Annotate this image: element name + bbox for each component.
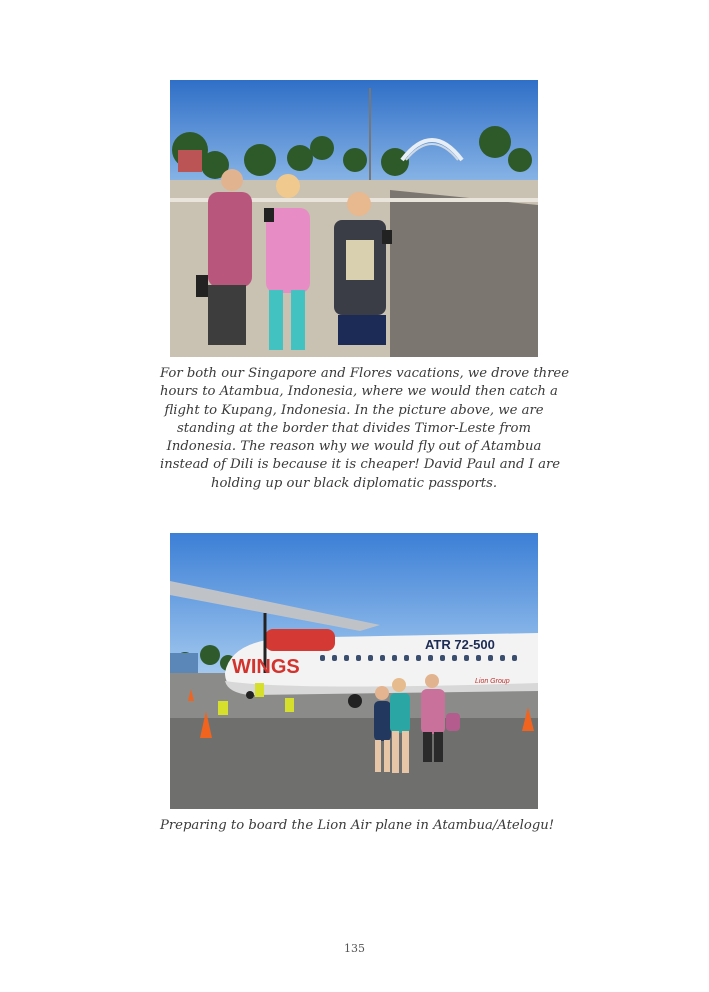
caption-line: Indonesia. The reason why we would fly out of Atambua [166, 439, 542, 455]
caption-line: flight to Kupang, Indonesia. In the picture above, we are [164, 402, 544, 418]
page-number: 135 [344, 942, 365, 955]
airplane-image [170, 533, 538, 809]
caption-line: holding up our black diplomatic passports. [210, 475, 498, 491]
caption-line: Preparing to board the Lion Air plane in Atambua/Atelogu! [160, 818, 555, 833]
caption-line: instead of Dili is because it is cheaper! David Paul and I are [160, 457, 561, 473]
border-crossing-photo [170, 80, 538, 357]
airplane-photo-caption [160, 817, 555, 835]
aircraft-model-text: ATR 72-500 [425, 637, 495, 652]
airplane-photo [170, 533, 538, 809]
caption-line: hours to Atambua, Indonesia, where we would then catch a [160, 384, 558, 400]
border-crossing-image [170, 80, 538, 357]
border-photo-caption [160, 365, 570, 493]
caption-line: For both our Singapore and Flores vacations, we drove three [160, 366, 570, 381]
lion-group-text: Lion Group [475, 678, 510, 685]
caption-line: standing at the border that divides Timor-Leste from [177, 420, 531, 436]
airline-livery-text: WINGS [232, 656, 300, 678]
